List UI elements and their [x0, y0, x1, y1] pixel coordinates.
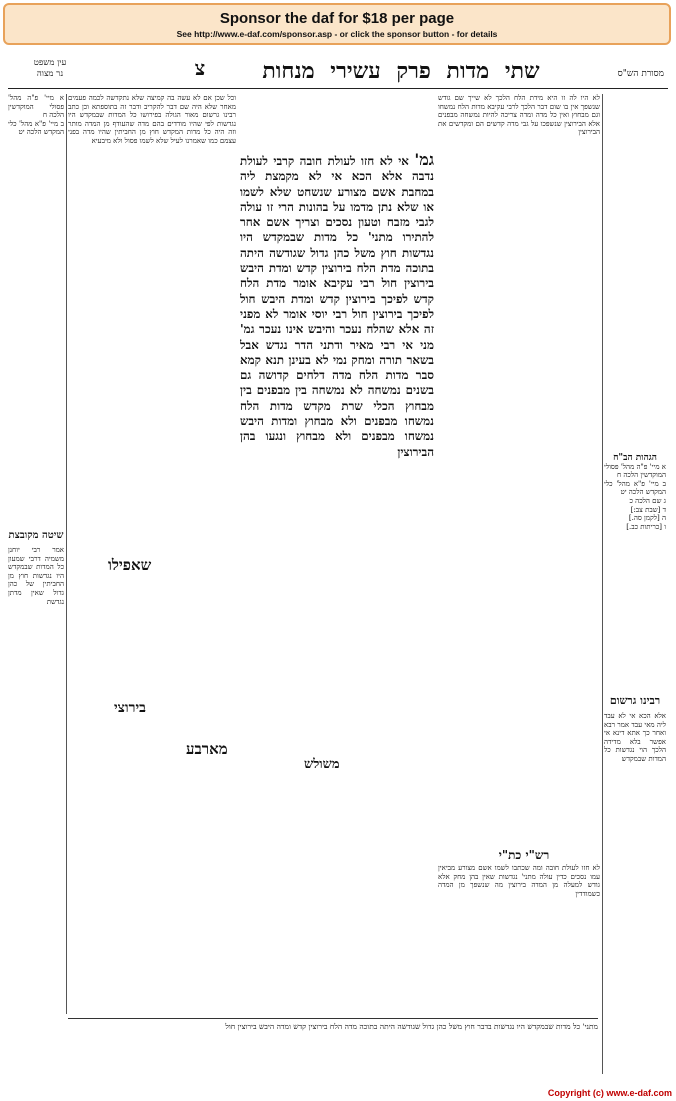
left-commentary	[68, 94, 236, 644]
rashi-column	[438, 864, 600, 1014]
header-rule	[8, 88, 668, 89]
hagahot-label: הגהות הב"ח	[613, 453, 657, 463]
gemara-main-text	[240, 152, 434, 754]
ein-mishpat-label-1: עין משפט	[33, 58, 67, 68]
maariv-word: מארבע	[186, 740, 228, 758]
gemara-body: אי לא חזו לעולת חובה קרבי לעולת נדבה אלא הכא אי לא מקמצת ליה במחבת אשם מצורע שנשחט שלא לשמו או שלא נתן מדמו על בהונות הרי זו עולה לגבי מזבח וטעון נסכים וצריך אשם אחר להתירו מתני' כל מדות שבמקדש היו נגדשות חוץ משל כהן גדול שגודשה היתה בתוכה מדת הלח בירוצין קדש ומדת היבש בירוצין חול רבי עקיבא אומר מדת הלח קדש לפיכך בירוצין קדש ומדת היבש חול לפיכך בירוצין חול רבי יוסי אומר לא מפני זה אלא שהלח נעכר והיבש אינו נעכר גמ' מני אי רבי מאיר ודתני הדר נגדש אבל בשאר תורה ומחק נמי לא בעינן תנא קמא סבר מדות הלח מדה דלחים קדושה גם בשנים נמשחה לא נמשחה בין מבפנים בין מבחוץ הכלי שרת מקדש מדות הלח נמשחו מבפנים ולא מבחוץ ומדות היבש נמשחו מבפנים ולא מבחוץ ונגעו בהן הבירוצין	[240, 154, 434, 459]
sponsor-banner[interactable]	[3, 3, 671, 45]
folio-number: צ	[194, 56, 206, 80]
bottom-divider	[68, 1018, 598, 1019]
gemara-dibur-hamatchil: גמ'	[414, 152, 434, 169]
margin-ref: ב מיי' פ"א מהל' כלי המקדש הלכה יט	[604, 479, 666, 497]
column-divider	[602, 94, 603, 1074]
mishlash-word: משולש	[304, 757, 340, 772]
margin-ref: ד [שבת צב:]	[630, 505, 666, 514]
left-commentary-text: וכל שכן אם לא עשה בה קמיצה שלא נתקדשה לכמה פעמים מאחר שלא היה שם דבר להקריב ודבר זה בתוספתא וכן כתב רבינו גרשום מאור הגולה בפירושו כל המדות שבמקדש היו נגדשות לפי שהיו מודדים בהם מדה שהעודף מן המדה מותר וזה היה כל מדות המקדש חוץ מן החביתין שהיו מדה בפני עצמם כמו שאמרנו לעיל שלא לשמו פסול ולא מיבעיא	[68, 94, 236, 145]
ein-mishpat-ref: א מיי' פ"ה מהל' פסולי המוקדשין הלכה ח	[8, 94, 64, 120]
bottom-commentary	[68, 1022, 598, 1078]
bottom-text: מתני' כל מדות שבמקדש היו נגדשות בדבר חוץ משל כהן גדול שגודשה היתה בתוכה מדה הלח בירוצין קדש ומדה היבש בירוצין חול	[225, 1022, 598, 1031]
right-commentary-text: לא היו לה זו היא מידת הלח הלכך לא שייך שם גודש שנשפך אין בו שום דבר הלכך לרבי עקיבא מדות הלח נמשחו וגם מבחוץ ואין כל מדה ומדה צריכה להיות נמשחה מבפנים אלא הבירוצין שנשפכו על גבי מדה קדשים הם ומקדשים את הבירוצין	[438, 94, 600, 137]
shafil-word: שאפילו	[108, 556, 152, 574]
margin-ref: ג שם הלכה כ	[629, 496, 666, 505]
shita-mekubetzet-text	[8, 546, 64, 1066]
right-commentary	[438, 94, 600, 474]
masoret-hashas-label: מסורת הש"ס	[617, 69, 664, 79]
ein-mishpat-ref: ב מיי' פ"א מהל' כלי המקדש הלכה יט	[8, 119, 64, 137]
talmud-page	[4, 50, 672, 1084]
running-head: שתי מדות פרק עשירי מנחות	[262, 58, 540, 84]
column-divider	[66, 94, 67, 1014]
birutzi-word: בירוצי	[114, 700, 146, 716]
copyright-footer: Copyright (c) www.e-daf.com	[547, 1088, 672, 1098]
sponsor-title[interactable]: Sponsor the daf for $18 per page	[219, 10, 455, 27]
shita-text: אמר רבי יוחנן משמיה דרבי שמעון כל המדות שבמקדש היו נגדשות חוץ מן החביתין של כהן גדול שאין מדתן נגדשת	[8, 546, 64, 606]
rashi-text: לא חזו לעולת חובה ומה שכתבו לשמו אשם מצורע מביאין עמו נסכים כדין עולה מתני' נגדשות שאין בהן מחק אלא גודש למעלה מן המדה בירוצין מה שנשפך מן המדה כשמודדין	[438, 864, 600, 898]
margin-ref: א מיי' פ"ה מהל' פסולי המוקדשין הלכה ח	[604, 462, 666, 480]
ein-mishpat-column	[8, 94, 64, 524]
sponsor-subtitle[interactable]: See http://www.e-daf.com/sponsor.asp - or click the sponsor button - for details	[176, 29, 498, 39]
shita-mekubetzet-heading: שיטה מקובצת	[8, 530, 64, 541]
ein-mishpat-label-2: נר מצוה	[36, 69, 64, 79]
rabbeinu-gershom-heading: רבינו גרשום	[609, 694, 661, 707]
gershom-paragraph: אלא הכא אי לא עבד ליה מאי עבד אמר רבא ואחר כך אתא דינא אי אפשר בלא מדידה הלכך הוי נגדשות כל המדות שבמקדש	[604, 712, 666, 763]
rashi-heading: רש"י כת"י	[498, 848, 550, 862]
margin-ref: ו [כריתות כב.]	[626, 522, 666, 531]
ein-mishpat-label	[10, 58, 90, 80]
margin-ref: ה [לקמן סה.]	[628, 514, 666, 523]
rabbeinu-gershom-text	[604, 712, 666, 1072]
